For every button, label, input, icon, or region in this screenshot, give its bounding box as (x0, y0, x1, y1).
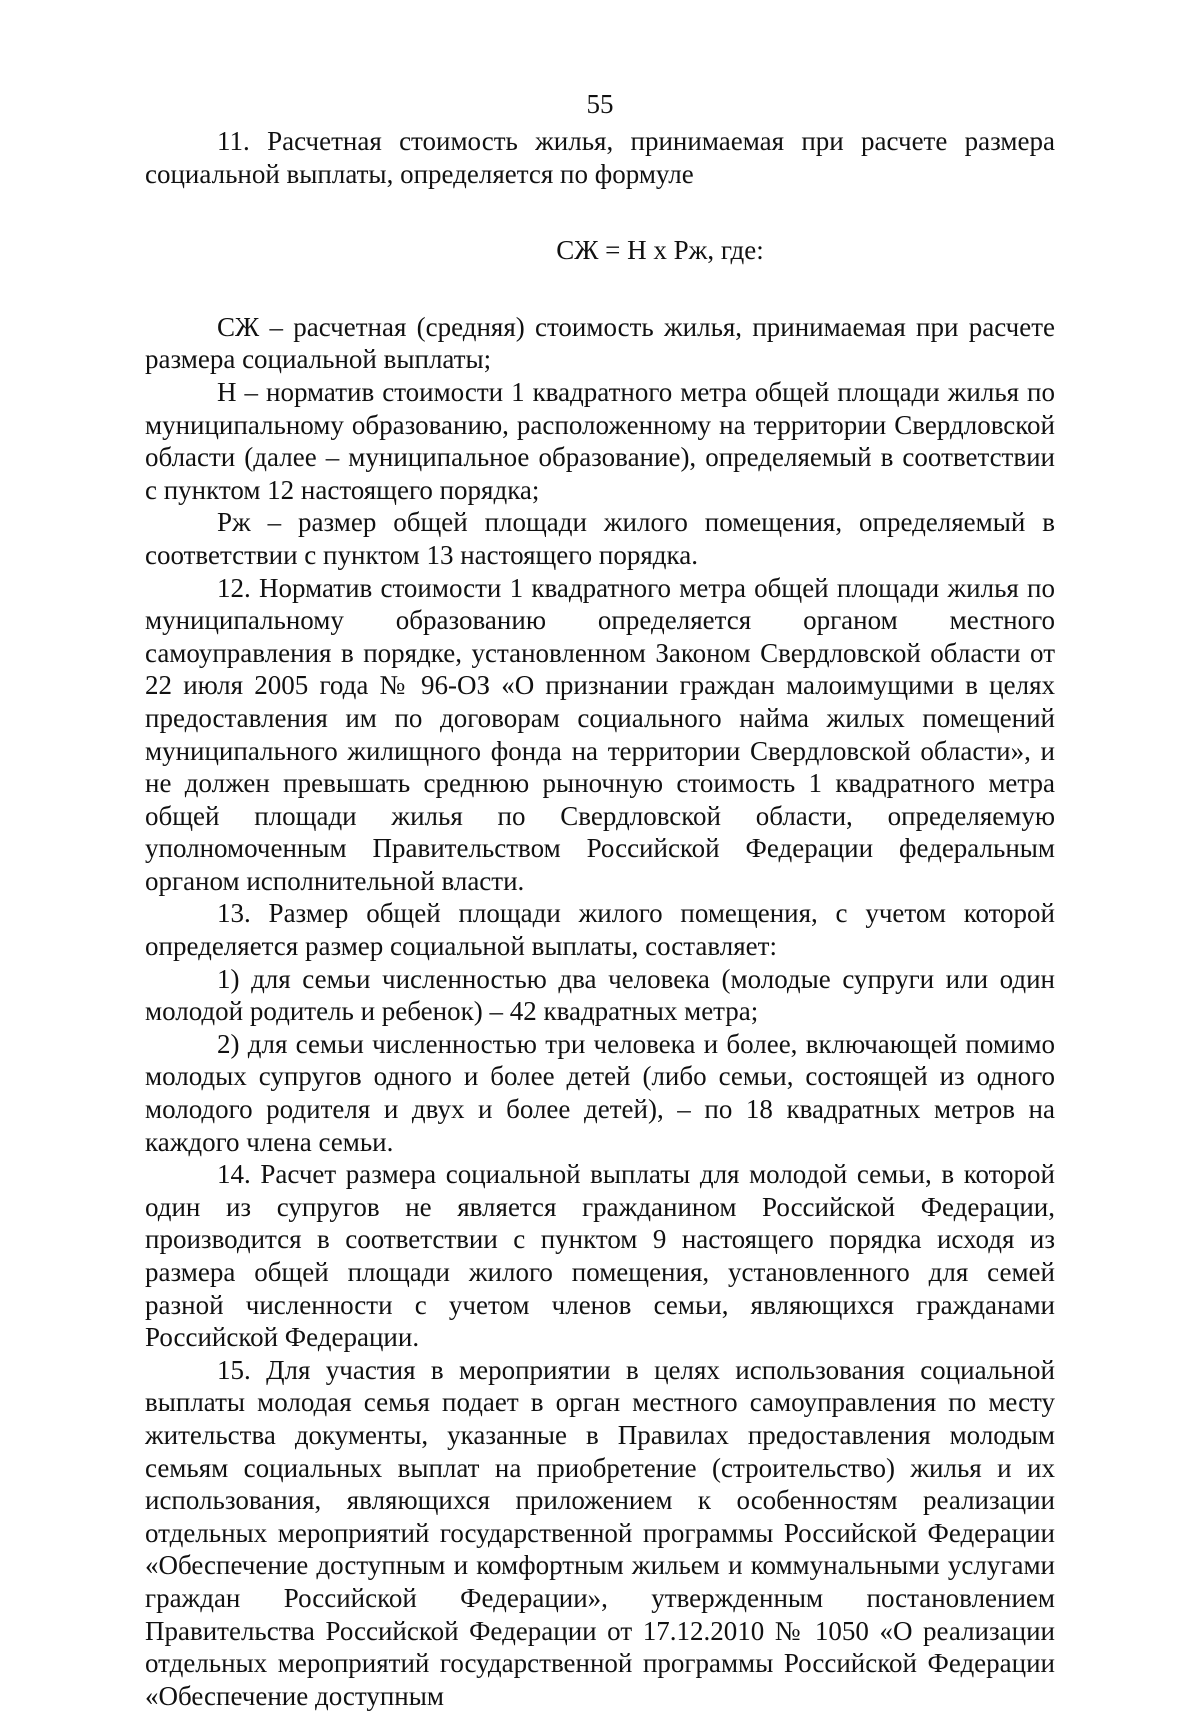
paragraph-13-item-1: 1) для семьи численностью два человека (молодые супруги или один молодой родитель и ребенок) – 42 квадратных метра; (145, 963, 1055, 1027)
paragraph-11: 11. Расчетная стоимость жилья, принимаемая при расчете размера социальной выплаты, определяется по формуле (145, 126, 1055, 189)
formula: СЖ = Н х Рж, где: (556, 235, 764, 266)
paragraph-12: 12. Норматив стоимости 1 квадратного метра общей площади жилья по муниципальному образованию определяется органом местного самоуправления в порядке, установленном Законом Свердловской области от 22 июля 2005 года № 96-ОЗ «О признании граждан малоимущими в целях предоставления им по договорам социального найма жилых помещений муниципального жилищного фонда на территории Свердловской области», и не должен превышать среднюю рыночную стоимость 1 квадратного метра общей площади жилья по Свердловской области, определяемую уполномоченным Правительством Российской Федерации федеральным органом исполнительной власти. (145, 572, 1055, 896)
definition-rzh: Рж – размер общей площади жилого помещения, определяемый в соответствии с пунктом 13 настоящего порядка. (145, 507, 1055, 570)
definition-szh: СЖ – расчетная (средняя) стоимость жилья, принимаемая при расчете размера социальной выплаты; (145, 311, 1055, 375)
paragraph-14: 14. Расчет размера социальной выплаты для молодой семьи, в которой один из супругов не является гражданином Российской Федерации, производится в соответствии с пунктом 9 настоящего порядка исходя из размера общей площади жилого помещения, установленного для семей разной численности с учетом членов семьи, являющихся гражданами Российской Федерации. (145, 1159, 1055, 1353)
document-body (145, 125, 1055, 1712)
paragraph-13: 13. Размер общей площади жилого помещения, с учетом которой определяется размер социальной выплаты, составляет: (145, 898, 1055, 962)
page-number: 55 (586, 89, 614, 119)
paragraph-15: 15. Для участия в мероприятии в целях использования социальной выплаты молодая семья подает в орган местного самоуправления по месту жительства документы, указанные в Правилах предоставления молодым семьям социальных выплат на приобретение (строительство) жилья и их использования, являющихся приложением к особенностям реализации отдельных мероприятий государственной программы Российской Федерации «Обеспечение доступным и комфортным жильем и коммунальными услугами граждан Российской Федерации», утвержденным постановлением Правительства Российской Федерации от 17.12.2010 № 1050 «О реализации отдельных мероприятий государственной программы Российской Федерации «Обеспечение доступным (145, 1354, 1055, 1711)
paragraph-13-item-2: 2) для семьи численностью три человека и более, включающей помимо молодых супругов одного и более детей (либо семьи, состоящей из одного молодого родителя и двух и более детей), – по 18 квадратных метров на каждого члена семьи. (145, 1028, 1055, 1157)
definition-n: Н – норматив стоимости 1 квадратного метра общей площади жилья по муниципальному образованию, расположенному на территории Свердловской области (далее – муниципальное образование), определяемый в соответствии с пунктом 12 настоящего порядка; (145, 376, 1055, 505)
